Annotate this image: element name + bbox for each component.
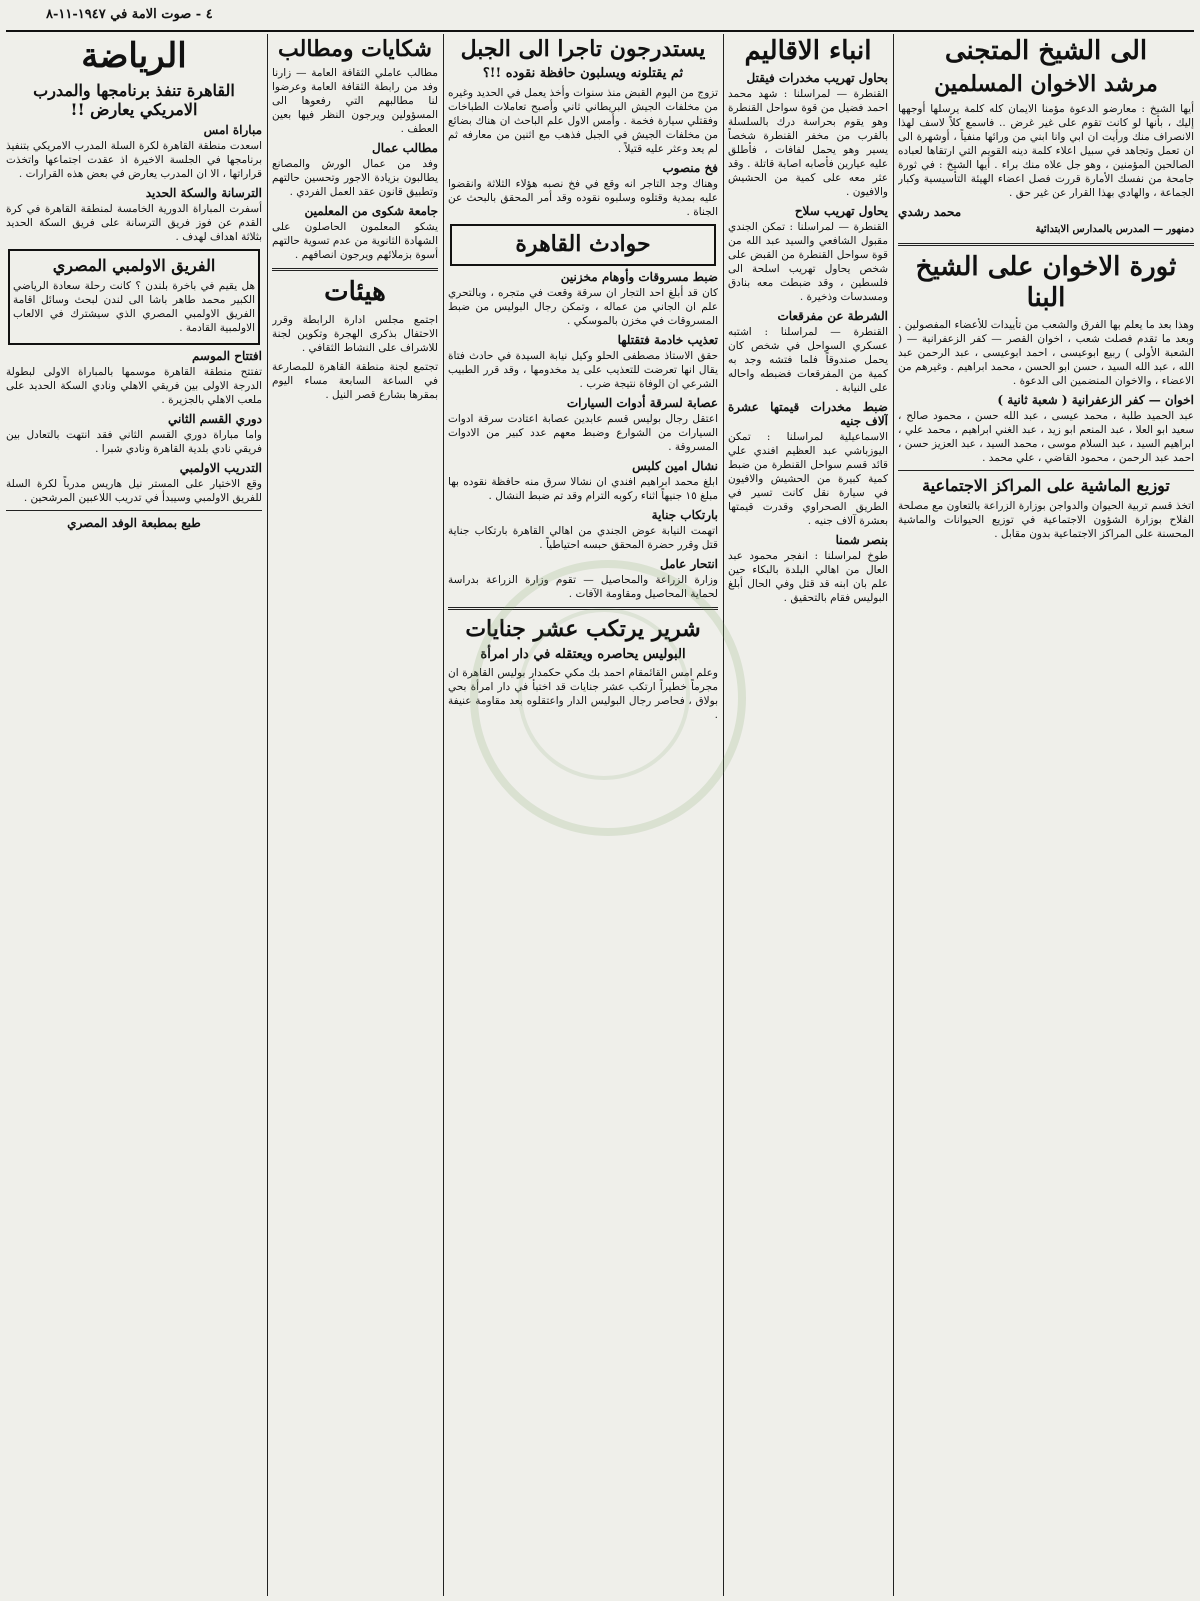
article-olympic-body: هل يقيم في باخرة بلندن ؟ كانت رحلة سعادة الرياضي الكبير محمد طاهر باشا الى لندن لبحث وسائل اقامة الفريق الاولمبي المصري الذي سيشترك في الالعاب الاولمبية القادمة . xyxy=(13,280,255,335)
headline-complaints: شكايات ومطالب xyxy=(278,36,432,62)
subhead-teachers: جامعة شكوى من المعلمين xyxy=(304,204,438,219)
article-stolen-body: كان قد أبلغ احد التجار ان سرقة وقعت في متجره ، وبالتحري علم ان الجاني من عماله ، وتمكن رجال البوليس من ضبط المسروقات في مخزن بالموسكي . xyxy=(448,287,718,328)
article-merchant-body: تزوج من اليوم القبض منذ سنوات وأخذ يعمل في الحديد وغيره من مخلفات الجيش البريطاني ثاني وأصبح تعاملات الطباخات وفقتلي سيارة فخمة . وأمس الاول علم الباحث ان هناك بضائع من مخلفات الجيش في الجبل فذهب مع اثنين من معارفه ثم لم يعد وعثر عليه قتيلاً . xyxy=(448,86,718,155)
subhead-explosives: الشرطة عن مفرقعات xyxy=(777,309,888,324)
article-training-body: وقع الاختيار على المستر نيل هاريس مدرباً لكرة السلة للفريق الاولمبي وسيبدأ في تدريب اللاعبين المرشحين . xyxy=(6,478,262,505)
headline-merchant: يستدرجون تاجرا الى الجبل xyxy=(460,36,706,62)
date-line: ٤ - صوت الامة في ١٩٤٧-١١-٨ xyxy=(46,7,213,22)
column-crime xyxy=(448,34,718,1596)
divider xyxy=(6,510,262,511)
subhead-second-division: دوري القسم الثاني xyxy=(167,412,262,427)
subhead-trap: فخ منصوب xyxy=(662,160,718,175)
headline-ikhwan-revolt: ثورة الاخوان على الشيخ البنا xyxy=(915,251,1177,313)
divider xyxy=(898,243,1194,246)
subhead-toukh: بنصر شمنا xyxy=(835,533,888,548)
subhead-smuggling: بحاول تهريب مخدرات فيقتل xyxy=(746,71,888,86)
article-trap-body: وهناك وجد التاجر انه وقع في فخ نصبه هؤلاء الثلاثة وانقضوا عليه بمدية وقتلوه وسلبوه نقوده وقد أمر المحقق بالبحث عن الجناة . xyxy=(448,177,718,218)
headline-organizations: هيئات xyxy=(324,277,386,308)
headline-livestock: توزيع الماشية على المراكز الاجتماعية xyxy=(922,475,1170,495)
subhead-workers: مطالب عمال xyxy=(371,141,438,156)
divider xyxy=(898,470,1194,471)
article-names-list: عبد الحميد طلبة ، محمد عيسى ، عبد الله حسن ، محمود صالح ، سعيد ابو العلا ، عبد المنعم ابو زيد ، عبد الغني ابراهيم ، محمد علي ، ابراهيم السيد ، عبد السلام موسى ، محمد السيد ، عبد العزيز حسن ، احمد عبد الرحمن ، محمود القاضي ، علي محمد . xyxy=(898,409,1194,464)
headline-regions: انباء الاقاليم xyxy=(744,36,872,66)
article-crime-body: اتهمت النيابة عوض الجندي من اهالي القاهرة بارتكاب جناية قتل وقرر حضرة المحقق حبسه احتياطياً . xyxy=(448,525,718,552)
column-rule xyxy=(267,34,268,1596)
subheadline-merchant: ثم يقتلونه ويسلبون حافظة نقوده !!؟ xyxy=(482,66,684,82)
column-rule xyxy=(723,34,724,1596)
article-sheikh-body: أيها الشيخ : معارضو الدعوة مؤمنا الايمان كله كلمة يرسلها أوجهها إليك ، بأنها لو كانت تقوم على غير غرض .. فاسمع كلاً لاسف لهذا الانصراف منك ورأيت ان ابي وانا ابني من ورائها منفياً ، أوشهرة الى ان تعمل وتجاهد في سبيل اعلاء كلمة دينه القويم التي ارتقاها لعباده الصالحين المؤمنين ، وهو جل علاه منك براء . أيها الشيخ : في ثورة جامحة من نفسك الأمارة قررت فصل اعضاء الهيئة التأسيسية وكبار الجماعة ، والهادي بهذا القرار عن غير حق . xyxy=(898,102,1194,199)
subhead-maid: تعذيب خادمة فتقتلها xyxy=(617,333,718,348)
subhead-pickpocket: نشال امين كلبس xyxy=(632,459,718,474)
article-explosives-body: القنطرة — لمراسلنا : اشتبه عسكري السواحل في شخص كان يحمل صندوقاً فلما فتشه وجد به كمية من المفرقعات فضبطه واحاله على النيابة . xyxy=(728,326,888,395)
article-weapons-body: القنطرة — لمراسلنا : تمكن الجندي مقبول الشافعي والسيد عبد الله من قوة سواحل القنطرة من القبض على شخص يحاول تهريب اسلحة الى فلسطين ، وقد ضبطت معه بنادق ومسدسات وذخيرة . xyxy=(728,221,888,304)
signature-place: دمنهور — المدرس بالمدارس الابتدائية xyxy=(1035,223,1194,235)
divider xyxy=(448,607,718,610)
subhead-olympic-training: التدريب الاولمبي xyxy=(179,461,262,476)
article-second-div-body: واما مباراة دوري القسم الثاني فقد انتهت بالتعادل بين فريقي نادي بلدية القاهرة ونادي شبرا . xyxy=(6,429,262,456)
subheadline-sheikh: مرشد الاخوان المسلمين xyxy=(934,71,1158,98)
subhead-crime: بارتكاب جناية xyxy=(651,508,718,523)
divider xyxy=(272,268,438,271)
top-rule xyxy=(6,30,1194,32)
article-livestock-body: اتخذ قسم تربية الحيوان والدواجن بوزارة الزراعة بالتعاون مع مصلحة الفلاح بوزارة الشؤون الاجتماعية في توزيع الحيوانات والماشية المحسنة على المراكز الاجتماعية بدون مقابل . xyxy=(898,500,1194,541)
article-car-gang-body: اعتقل رجال بوليس قسم عابدين عصابة اعتادت سرقة ادوات السيارات من الشوارع وضبط معهم عدد كبير من الادوات المسروقة . xyxy=(448,413,718,454)
subhead-car-gang: عصابة لسرقة أدوات السيارات xyxy=(566,396,718,411)
article-workers-body: وفد من عمال الورش والمصانع يطالبون بزيادة الاجور وتحسين حالتهم وتطبيق قانون عقد العمل الفردي . xyxy=(272,158,438,199)
subhead-stolen-goods: ضبط مسروقات وأوهام مخزنين xyxy=(560,270,718,285)
subhead-tersana: الترسانة والسكة الحديد xyxy=(145,186,262,201)
newspaper-page xyxy=(6,4,1194,1596)
subheadline-criminal: البوليس يحاصره ويعتقله في دار امرأة xyxy=(480,646,686,662)
subhead-agri: انتحار عامل xyxy=(659,557,718,572)
article-culture-body: مطالب عاملي الثقافة العامة — زارنا وفد من رابطة الثقافة العامة وعرضوا لنا مطالبهم التي رفعوها الى المسؤولين ويرجون النظر فيها بعين العطف . xyxy=(272,67,438,136)
printer-footer: طبع بمطبعة الوفد المصري xyxy=(67,516,201,531)
article-ikhwan-body: وهذا بعد ما يعلم بها الفرق والشعب من تأييدات للأعضاء المفصولين . وبعد ما تقدم فصلت شعب ، اخوان القصر — كفر الزعفرانية — ( الشعبة الأولى ) ربيع ابوعيسى ، احمد ابوعيسى ، عبد الرحمن عبد الله ، عبد الله السيد ، حسن ابو الحسن ، محمد ابراهيم . وغيرهم من الاعضاء ، والاخوان المنضمين الى الدعوة . xyxy=(898,318,1194,387)
headline-sports: الرياضة xyxy=(81,36,187,76)
column-complaints xyxy=(272,34,438,1596)
article-wrestling-body: تجتمع لجنة منطقة القاهرة للمصارعة في الساعة السابعة مساء اليوم بمقرها بشارع قصر النيل . xyxy=(272,360,438,401)
column-regions xyxy=(728,34,888,1596)
article-maid-body: حقق الاستاذ مصطفى الحلو وكيل نيابة السيدة في حادث فتاة يقال انها تعرضت للتعذيب على يد مخدومها ، وقد قرر الطبيب الشرعي ان الوفاة نتيجة ضرب . xyxy=(448,350,718,391)
article-org-body: اجتمع مجلس ادارة الرابطة وقرر الاحتفال بذكرى الهجرة وتكوين لجنة للاشراف على النشاط الثقافي . xyxy=(272,313,438,354)
article-season-body: تفتتح منطقة القاهرة موسمها بالمباراة الاولى لبطولة الدرجة الاولى بين فريقي الاهلي ونادي السكة الحديد على ملعب الاهلي بالجزيرة . xyxy=(6,366,262,407)
section-kafr: اخوان — كفر الزعفرانية ( شعبة ثانية ) xyxy=(997,392,1194,407)
headline-sheikh: الى الشيخ المتجنى xyxy=(944,36,1148,66)
subhead-drugs: ضبط مخدرات قيمتها عشرة آلاف جنيه xyxy=(728,400,888,429)
article-toukh-body: طوخ لمراسلنا : انفجر محمود عبد العال من اهالي البلدة بالبكاء حين علم بان ابنه قد قتل وفي الحال أبلغ البوليس فقام بالتحقيق . xyxy=(728,550,888,605)
subhead-yesterday-match: مباراة امس xyxy=(203,123,262,138)
headline-criminal: شرير يرتكب عشر جنايات xyxy=(465,616,701,643)
headline-olympic-team: الفريق الاولمبي المصري xyxy=(52,256,216,276)
column-rule xyxy=(893,34,894,1596)
signature-name: محمد رشدي xyxy=(898,204,962,219)
article-smuggling-body: القنطرة — لمراسلنا : شهد محمد احمد فضيل من قوة سواحل القنطرة وهو يقوم بحراسة درك بالسلسلة بالقرب من مخفر القنطرة شخصاً يسير وهو يحمل لفافات ، فأطلق عليه عيارين فأصابه اصابة قاتلة . وقد عثر معه على كمية من الحشيش والافيون . xyxy=(728,88,888,199)
column-sports xyxy=(6,34,262,1596)
subheadline-sports: القاهرة تنفذ برنامجها والمدرب الامريكي يعارض !! xyxy=(33,80,235,119)
article-teachers-body: يشكو المعلمون الحاصلون على الشهادة الثانوية من عدم تسوية حالتهم أسوة بزملائهم ويرجون انصافهم . xyxy=(272,221,438,262)
article-pickpocket-body: ابلغ محمد ابراهيم افندي ان نشالا سرق منه حافظة نقوده بها مبلغ ١٥ جنيهاً اثناء ركوبه الترام وقد تم ضبط النشال . xyxy=(448,476,718,503)
headline-cairo-incidents: حوادث القاهرة xyxy=(515,230,651,257)
column-rule xyxy=(443,34,444,1596)
article-tersana-body: أسفرت المباراة الدورية الخامسة لمنطقة القاهرة في كرة القدم عن فوز فريق الترسانة على فريق السكة الحديد بثلاثة اهداف لهدف . xyxy=(6,203,262,244)
column-opinion xyxy=(898,34,1194,1596)
article-agri-body: وزارة الزراعة والمحاصيل — تقوم وزارة الزراعة بدراسة لحماية المحاصيل ومقاومة الآفات . xyxy=(448,574,718,601)
article-basketball-body: اسعدت منطقة القاهرة لكرة السلة المدرب الامريكي بتنفيذ برنامجها في الجلسة الاخيرة اذ عقدت اجتماعها واتخذت قراراتها ، الا ان المدرب يعارض في بعض هذه القرارات . xyxy=(6,140,262,181)
subhead-season-opening: افتتاح الموسم xyxy=(191,349,262,364)
article-criminal-body: وعلم امس القائمقام احمد بك مكي حكمدار بوليس القاهرة ان مجرماً خطيراً ارتكب عشر جنايات قد اختبأ في دار امرأة بحي بولاق ، فحاصر رجال البوليس الدار واعتقلوه بعد مقاومة عنيفة . xyxy=(448,667,718,722)
subhead-weapons: يحاول تهريب سلاح xyxy=(794,204,888,219)
article-drugs-body: الاسماعيلية لمراسلنا : تمكن اليوزباشي عبد العظيم افندي علي قائد قسم سواحل القنطرة من ضبط كمية كبيرة من الحشيش والافيون في سيارة نقل كانت تسير في الطريق الصحراوي وقدرت قيمتها بعشرة آلاف جنيه . xyxy=(728,431,888,528)
